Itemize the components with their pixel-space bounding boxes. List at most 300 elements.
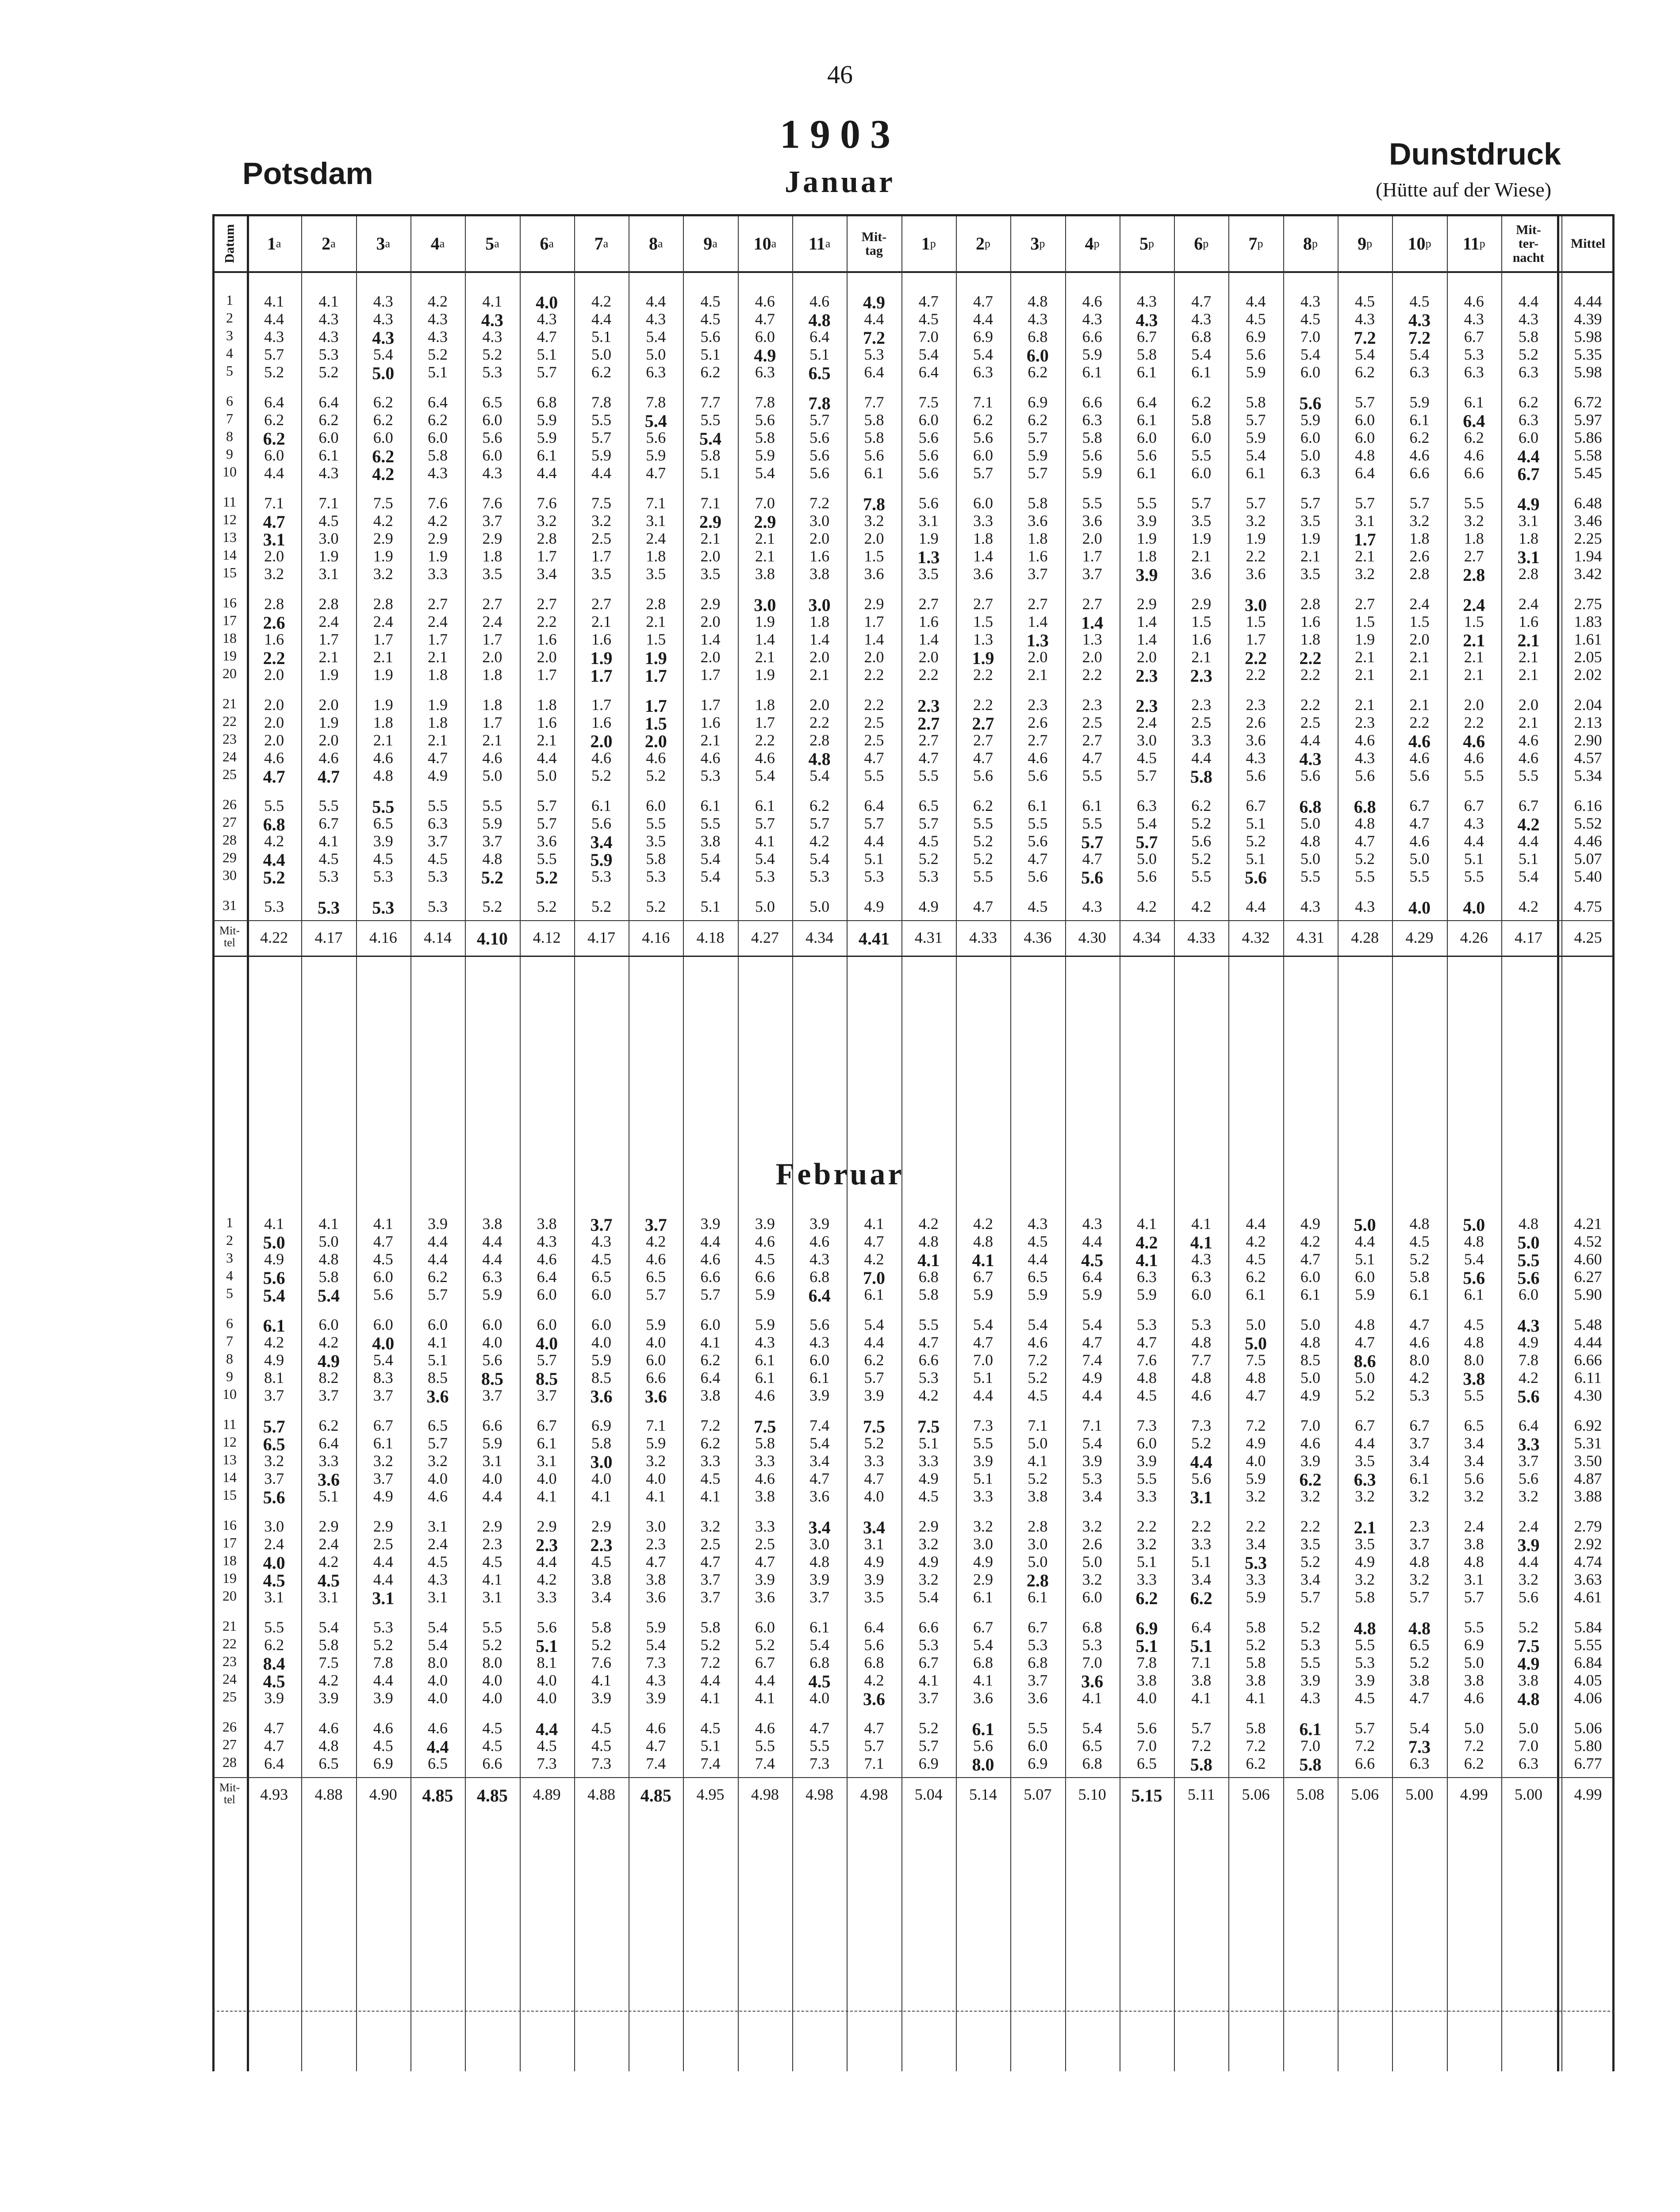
table-cell: 5.5: [591, 411, 611, 429]
mean-row-cell: 4.30: [1078, 929, 1106, 946]
table-cell: 4.8: [1300, 832, 1320, 850]
column-header-hour: 4 a: [430, 234, 445, 253]
table-cell: 5.9: [590, 850, 613, 870]
table-cell: 4.2: [973, 1215, 993, 1233]
table-cell: 7.5: [591, 494, 611, 512]
january-end-rule: [212, 956, 1615, 957]
table-cell: 6.0: [1300, 1268, 1320, 1286]
table-cell: 4.3: [1519, 310, 1539, 328]
table-cell: 6.2: [318, 411, 339, 429]
table-cell: 6.0: [373, 1316, 393, 1333]
table-cell: 6.7: [918, 1654, 939, 1671]
row-date: 11: [222, 1416, 237, 1432]
column-header-suffix: a: [657, 237, 663, 250]
table-cell: 2.6: [263, 613, 285, 633]
table-cell: 4.5: [1028, 1233, 1048, 1250]
table-cell: 5.7: [1135, 832, 1158, 852]
column-header-hour: 6 p: [1194, 234, 1209, 253]
table-cell: 6.8: [973, 1654, 993, 1671]
table-cell: 4.9: [1246, 1434, 1266, 1452]
table-cell: 3.5: [1355, 1535, 1375, 1553]
table-cell: 5.1: [1191, 1553, 1212, 1571]
table-cell: 2.8: [1463, 565, 1485, 585]
table-cell: 3.4: [808, 1517, 831, 1537]
table-cell: 6.5: [373, 814, 393, 832]
table-cell: 6.1: [318, 446, 339, 464]
table-cell: 3.0: [646, 1517, 666, 1535]
table-cell: 4.8: [1408, 1618, 1431, 1638]
table-cell: 2.0: [590, 731, 613, 751]
table-cell: 6.0: [1300, 429, 1320, 446]
table-cell: 4.6: [318, 749, 339, 767]
table-cell: 4.0: [482, 1470, 502, 1487]
table-cell: 4.7: [428, 749, 448, 767]
table-cell: 5.6: [373, 1286, 393, 1303]
table-cell: 6.0: [482, 446, 502, 464]
table-cell: 5.0: [1464, 1719, 1484, 1737]
table-cell: 5.0: [1409, 850, 1430, 868]
table-cell: 7.3: [1408, 1737, 1431, 1757]
table-cell: 1.4: [1136, 630, 1157, 648]
table-cell: 2.0: [264, 714, 284, 731]
table-cell: 4.4: [1464, 832, 1484, 850]
table-cell: 6.0: [482, 411, 502, 429]
table-cell: 2.1: [1355, 648, 1375, 666]
table-cell: 3.5: [1300, 512, 1320, 530]
column-header-hour: 3 a: [376, 234, 391, 253]
table-cell: 2.5: [1300, 714, 1320, 731]
table-cell: 4.4: [264, 464, 284, 482]
table-cell: 5.1: [973, 1470, 993, 1487]
table-cell: 2.2: [1246, 547, 1266, 565]
table-cell: 6.3: [1519, 411, 1539, 429]
table-cell: 5.9: [755, 1286, 775, 1303]
row-date: 20: [222, 665, 237, 681]
table-cell: 4.7: [973, 292, 993, 310]
table-cell: 6.1: [864, 1286, 884, 1303]
table-cell: 1.6: [918, 613, 939, 630]
row-mean: 2.13: [1574, 714, 1602, 731]
table-cell: 2.1: [1300, 547, 1320, 565]
table-cell: 6.5: [1136, 1755, 1157, 1772]
table-cell: 2.9: [1191, 595, 1212, 613]
table-cell: 2.9: [864, 595, 884, 613]
table-cell: 6.2: [318, 1417, 339, 1434]
table-cell: 5.4: [1409, 346, 1430, 363]
table-cell: 6.6: [918, 1618, 939, 1636]
table-cell: 5.5: [973, 814, 993, 832]
table-cell: 2.9: [537, 1517, 557, 1535]
table-cell: 3.0: [318, 530, 339, 547]
table-cell: 5.9: [1355, 1286, 1375, 1303]
row-date: 26: [222, 796, 237, 812]
row-date: 9: [226, 446, 233, 462]
row-date: 8: [226, 1351, 233, 1367]
table-cell: 5.7: [1409, 1588, 1430, 1606]
table-cell: 3.7: [1519, 1452, 1539, 1470]
table-cell: 6.2: [973, 797, 993, 814]
table-cell: 5.1: [536, 1636, 558, 1656]
table-cell: 4.5: [1246, 1250, 1266, 1268]
table-cell: 5.5: [918, 1316, 939, 1333]
table-cell: 6.4: [1082, 1268, 1102, 1286]
table-cell: 3.2: [1300, 1487, 1320, 1505]
table-cell: 4.5: [1409, 292, 1430, 310]
table-cell: 6.1: [1464, 393, 1484, 411]
table-cell: 8.2: [318, 1369, 339, 1386]
table-cell: 4.3: [481, 310, 503, 330]
table-cell: 1.5: [1409, 613, 1430, 630]
table-cell: 3.2: [1519, 1487, 1539, 1505]
table-cell: 4.5: [1136, 1386, 1157, 1404]
table-cell: 6.2: [428, 411, 448, 429]
row-mean: 5.06: [1574, 1719, 1602, 1737]
table-cell: 5.6: [973, 429, 993, 446]
table-cell: 3.5: [646, 565, 666, 583]
table-cell: 4.1: [646, 1487, 666, 1505]
table-cell: 5.6: [918, 429, 939, 446]
table-cell: 1.9: [1136, 530, 1157, 547]
table-cell: 4.3: [1246, 749, 1266, 767]
table-cell: 1.5: [1355, 613, 1375, 630]
table-cell: 4.6: [755, 1233, 775, 1250]
table-cell: 2.0: [318, 696, 339, 714]
table-cell: 8.0: [1464, 1351, 1484, 1369]
table-cell: 3.5: [1191, 512, 1212, 530]
table-cell: 2.0: [864, 648, 884, 666]
table-cell: 5.1: [318, 1487, 339, 1505]
table-cell: 1.7: [864, 613, 884, 630]
table-cell: 6.1: [755, 797, 775, 814]
table-cell: 5.4: [1246, 446, 1266, 464]
table-cell: 6.0: [591, 1316, 611, 1333]
table-cell: 3.1: [264, 1588, 284, 1606]
table-cell: 6.4: [264, 1755, 284, 1772]
table-cell: 3.6: [1081, 1671, 1104, 1691]
table-cell: 1.9: [1355, 630, 1375, 648]
table-cell: 5.3: [646, 868, 666, 885]
table-cell: 2.0: [700, 547, 721, 565]
table-cell: 6.7: [755, 1654, 775, 1671]
table-cell: 3.9: [1136, 1452, 1157, 1470]
table-cell: 7.1: [1191, 1654, 1212, 1671]
table-cell: 2.3: [1246, 696, 1266, 714]
table-cell: 5.1: [918, 1434, 939, 1452]
table-cell: 7.1: [1082, 1417, 1102, 1434]
table-cell: 4.6: [1464, 446, 1484, 464]
table-cell: 4.6: [537, 1250, 557, 1268]
table-cell: 7.2: [809, 494, 830, 512]
table-cell: 8.4: [263, 1654, 285, 1674]
table-cell: 2.1: [537, 731, 557, 749]
table-cell: 6.2: [1191, 393, 1212, 411]
table-cell: 5.2: [591, 767, 611, 784]
column-header-suffix: a: [276, 237, 281, 250]
row-date: 4: [226, 345, 233, 361]
table-cell: 2.4: [428, 1535, 448, 1553]
table-cell: 6.0: [1026, 346, 1049, 365]
table-cell: 5.4: [317, 1286, 340, 1306]
table-cell: 3.4: [1191, 1571, 1212, 1588]
table-cell: 4.0: [591, 1333, 611, 1351]
table-cell: 4.6: [1191, 1386, 1212, 1404]
table-cell: 7.2: [1464, 1737, 1484, 1755]
table-cell: 4.6: [373, 1719, 393, 1737]
column-header-hour: 7 p: [1248, 234, 1263, 253]
table-cell: 5.4: [1409, 1719, 1430, 1737]
table-cell: 5.4: [700, 868, 721, 885]
table-cell: 6.4: [864, 797, 884, 814]
table-cell: 6.1: [755, 1369, 775, 1386]
mean-row-cell: 5.07: [1024, 1786, 1052, 1803]
table-cell: 5.0: [318, 1233, 339, 1250]
mean-row-cell: 4.16: [369, 929, 397, 946]
mean-row-cell: 4.18: [696, 929, 725, 946]
table-cell: 5.8: [1519, 328, 1539, 346]
table-cell: 5.6: [1136, 868, 1157, 885]
table-cell: 3.3: [1246, 1571, 1266, 1588]
table-cell: 6.1: [809, 1618, 830, 1636]
table-cell: 1.6: [700, 714, 721, 731]
table-cell: 2.6: [1082, 1535, 1102, 1553]
table-cell: 4.5: [591, 1719, 611, 1737]
table-cell: 6.0: [918, 411, 939, 429]
table-cell: 5.4: [263, 1286, 285, 1306]
table-cell: 5.8: [864, 411, 884, 429]
table-cell: 3.4: [1246, 1535, 1266, 1553]
table-cell: 4.4: [537, 464, 557, 482]
table-cell: 2.2: [755, 731, 775, 749]
table-cell: 7.2: [700, 1417, 721, 1434]
table-cell: 5.1: [1190, 1636, 1212, 1656]
row-date: 7: [226, 411, 233, 426]
row-mean: 4.46: [1574, 832, 1602, 850]
table-cell: 7.0: [1300, 328, 1320, 346]
table-cell: 4.5: [755, 1250, 775, 1268]
table-cell: 5.7: [809, 411, 830, 429]
table-cell: 7.1: [700, 494, 721, 512]
table-cell: 5.7: [1409, 494, 1430, 512]
row-mean: 5.55: [1574, 1636, 1602, 1654]
table-cell: 2.1: [1028, 666, 1048, 684]
table-cell: 5.2: [1409, 1250, 1430, 1268]
table-cell: 7.4: [646, 1755, 666, 1772]
table-cell: 5.7: [864, 1369, 884, 1386]
table-cell: 3.7: [482, 512, 502, 530]
table-cell: 4.3: [755, 1333, 775, 1351]
table-cell: 1.8: [1028, 530, 1048, 547]
table-cell: 5.5: [1355, 868, 1375, 885]
table-cell: 8.1: [264, 1369, 284, 1386]
header-rule: [212, 271, 1615, 273]
table-cell: 3.9: [373, 832, 393, 850]
month-title-january: Januar: [785, 165, 895, 199]
column-header-suffix: p: [1479, 237, 1485, 250]
table-cell: 1.9: [318, 714, 339, 731]
table-cell: 4.9: [918, 1470, 939, 1487]
column-header-hour: 3 p: [1030, 234, 1045, 253]
table-cell: 5.5: [700, 814, 721, 832]
table-cell: 4.8: [1464, 1333, 1484, 1351]
year-title: 1903: [780, 111, 900, 157]
table-cell: 5.9: [1136, 1286, 1157, 1303]
row-mean: 5.97: [1574, 411, 1602, 429]
table-cell: 3.7: [918, 1689, 939, 1707]
table-cell: 4.2: [1136, 898, 1157, 915]
table-cell: 4.8: [1517, 1689, 1540, 1709]
table-cell: 2.4: [1136, 714, 1157, 731]
column-rule-mean: [1557, 216, 1559, 2071]
column-header-hour: 8 a: [648, 234, 663, 253]
table-cell: 5.2: [591, 1636, 611, 1654]
table-cell: 6.3: [1409, 1755, 1430, 1772]
table-cell: 5.5: [1464, 494, 1484, 512]
table-cell: 5.4: [646, 328, 666, 346]
table-cell: 6.4: [808, 1286, 831, 1306]
table-cell: 4.1: [1191, 1215, 1212, 1233]
table-cell: 2.1: [1463, 630, 1485, 650]
table-cell: 5.7: [700, 1286, 721, 1303]
table-cell: 5.2: [263, 868, 285, 887]
page-number: 46: [827, 60, 853, 89]
table-cell: 3.5: [591, 565, 611, 583]
table-cell: 2.0: [1136, 648, 1157, 666]
table-cell: 1.7: [537, 547, 557, 565]
table-cell: 3.9: [264, 1689, 284, 1707]
table-cell: 2.0: [264, 731, 284, 749]
table-cell: 4.3: [1300, 1689, 1320, 1707]
table-cell: 6.5: [591, 1268, 611, 1286]
table-cell: 5.3: [918, 1636, 939, 1654]
table-cell: 2.0: [1082, 530, 1102, 547]
table-cell: 5.5: [537, 850, 557, 868]
table-cell: 5.6: [918, 446, 939, 464]
table-cell: 3.6: [1191, 565, 1212, 583]
month-title-february: Februar: [775, 1157, 905, 1191]
table-cell: 4.4: [428, 1250, 448, 1268]
row-date: 28: [222, 832, 237, 848]
row-mean: 1.83: [1574, 613, 1602, 630]
table-cell: 3.4: [1464, 1434, 1484, 1452]
row-mean: 1.61: [1574, 630, 1602, 648]
table-cell: 5.7: [264, 346, 284, 363]
table-cell: 7.0: [863, 1268, 885, 1288]
table-cell: 4.0: [372, 1333, 395, 1353]
table-cell: 3.7: [318, 1386, 339, 1404]
table-cell: 2.9: [373, 1517, 393, 1535]
column-header-hour: 1 p: [921, 234, 936, 253]
table-cell: 5.7: [1246, 411, 1266, 429]
table-cell: 3.8: [1136, 1671, 1157, 1689]
table-cell: 7.2: [1191, 1737, 1212, 1755]
table-cell: 5.9: [1246, 1470, 1266, 1487]
table-cell: 5.7: [918, 1737, 939, 1755]
table-cell: 3.1: [372, 1588, 395, 1608]
table-cell: 7.3: [591, 1755, 611, 1772]
table-cell: 4.8: [1136, 1369, 1157, 1386]
table-cell: 4.3: [428, 1571, 448, 1588]
table-cell: 4.3: [537, 310, 557, 328]
row-mean: 2.25: [1574, 530, 1602, 547]
table-cell: 4.3: [1028, 1215, 1048, 1233]
table-cell: 7.8: [1136, 1654, 1157, 1671]
table-cell: 4.6: [755, 292, 775, 310]
table-cell: 6.0: [373, 429, 393, 446]
table-cell: 6.5: [428, 1417, 448, 1434]
table-cell: 5.1: [1464, 850, 1484, 868]
table-cell: 4.1: [864, 1215, 884, 1233]
table-cell: 4.7: [809, 1470, 830, 1487]
row-date: 19: [222, 1570, 237, 1586]
row-mean: 2.90: [1574, 731, 1602, 749]
table-cell: 4.8: [482, 850, 502, 868]
row-date: 16: [222, 595, 237, 611]
table-cell: 7.5: [918, 393, 939, 411]
table-cell: 4.3: [591, 1233, 611, 1250]
row-mean: 4.74: [1574, 1553, 1602, 1571]
table-cell: 4.7: [537, 328, 557, 346]
table-cell: 4.3: [428, 310, 448, 328]
table-cell: 6.0: [1519, 429, 1539, 446]
table-cell: 5.5: [1464, 1386, 1484, 1404]
table-cell: 1.5: [646, 630, 666, 648]
table-cell: 5.4: [1082, 1316, 1102, 1333]
table-cell: 5.5: [918, 767, 939, 784]
table-cell: 7.8: [1519, 1351, 1539, 1369]
table-cell: 2.3: [1409, 1517, 1430, 1535]
table-cell: 4.6: [1409, 749, 1430, 767]
table-cell: 1.6: [1191, 630, 1212, 648]
table-cell: 5.3: [1355, 1654, 1375, 1671]
table-cell: 1.6: [591, 714, 611, 731]
table-cell: 4.2: [318, 1333, 339, 1351]
table-cell: 1.7: [373, 630, 393, 648]
table-cell: 6.0: [1028, 1737, 1048, 1755]
table-cell: 4.1: [755, 1689, 775, 1707]
table-cell: 3.6: [864, 565, 884, 583]
table-cell: 4.7: [264, 1719, 284, 1737]
table-cell: 2.1: [373, 648, 393, 666]
table-cell: 6.9: [591, 1417, 611, 1434]
table-cell: 4.8: [1355, 814, 1375, 832]
table-cell: 3.8: [700, 1386, 721, 1404]
table-cell: 4.7: [1136, 1333, 1157, 1351]
table-cell: 3.7: [373, 1386, 393, 1404]
table-cell: 4.7: [1355, 832, 1375, 850]
mean-row-cell: 4.85: [476, 1786, 508, 1805]
table-cell: 2.3: [1028, 696, 1048, 714]
table-cell: 6.7: [973, 1618, 993, 1636]
table-cell: 5.5: [755, 1737, 775, 1755]
table-cell: 2.1: [809, 666, 830, 684]
table-cell: 4.1: [264, 292, 284, 310]
table-cell: 5.6: [1300, 767, 1320, 784]
table-cell: 6.0: [1191, 429, 1212, 446]
table-cell: 4.2: [864, 1250, 884, 1268]
table-cell: 5.8: [700, 446, 721, 464]
table-cell: 5.6: [1081, 868, 1104, 887]
row-date: 22: [222, 1636, 237, 1651]
table-cell: 4.5: [1464, 1316, 1484, 1333]
table-cell: 3.4: [1300, 1571, 1320, 1588]
table-cell: 3.8: [809, 565, 830, 583]
mean-row-cell: 4.88: [315, 1786, 343, 1803]
table-cell: 6.2: [1190, 1588, 1212, 1608]
table-cell: 7.2: [1028, 1351, 1048, 1369]
row-mean: 4.61: [1574, 1588, 1602, 1606]
table-cell: 5.2: [918, 850, 939, 868]
table-cell: 3.9: [809, 1215, 830, 1233]
